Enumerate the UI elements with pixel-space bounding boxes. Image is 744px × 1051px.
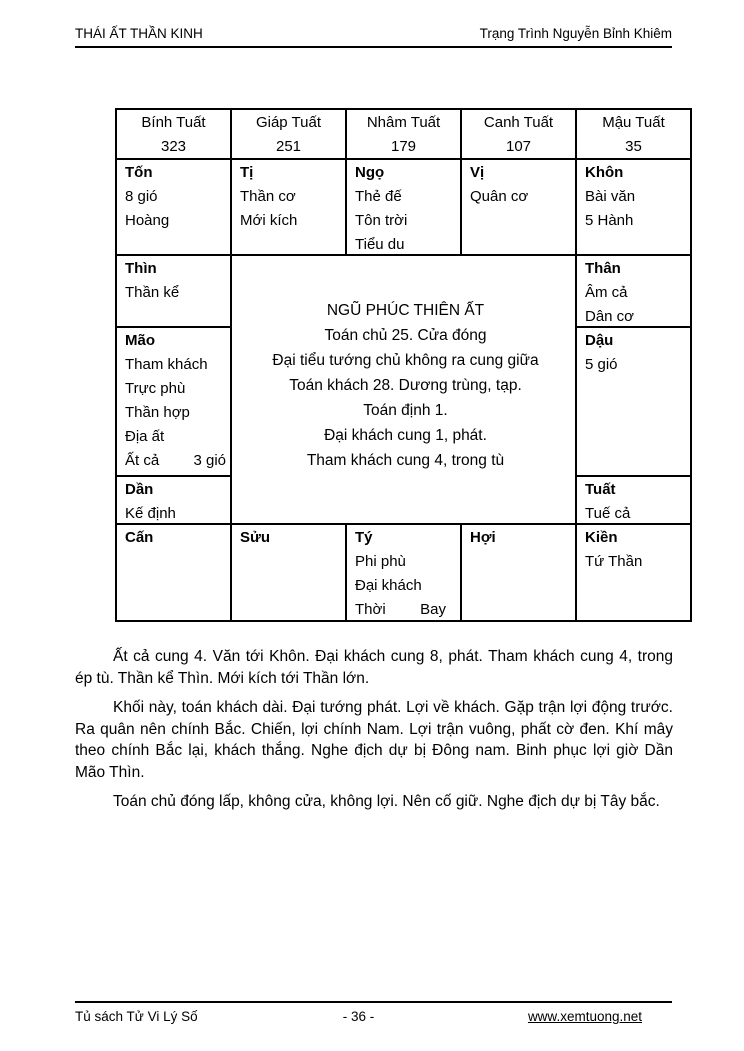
palace-cell-tuat [577, 477, 692, 525]
header-title: THÁI ẤT THẦN KINH [75, 26, 203, 41]
palace-title: Kiền [585, 529, 618, 546]
paragraph-3: Toán chủ đóng lấp, không cửa, không lợi. Nên cố giữ. Nghe địch dự bị Tây bắc. [113, 793, 660, 810]
palace-cell-dau [577, 328, 692, 477]
palace-split-line [125, 449, 226, 473]
palace-title: Cấn [125, 529, 154, 546]
palace-title: Mão [125, 332, 155, 349]
paragraph-2: Khối này, toán khách dài. Đại tướng phát. Lợi về khách. Gặp trận lợi động trước. Ra quân nên chính Bắc. Chiến, lợi chính Nam. Lợi trận vuông, phất cờ đen. Khí mây theo chính Bắc lại, khách thắng. Nghe địch dự bị Đông nam. Binh phục lợi giờ Dần Mão Thìn. [75, 699, 673, 781]
palace-cell-suu [232, 525, 347, 622]
palace-line: Mới kích [240, 212, 298, 229]
palace-line: Quân cơ [470, 188, 529, 205]
year-value: 35 [625, 138, 642, 155]
palace-title: Tốn [125, 164, 153, 181]
footer-page-number: - 36 - [342, 1009, 375, 1024]
center-line: Đại khách cung 1, phát. [324, 427, 487, 444]
center-line: Toán khách 28. Dương trùng, tạp. [289, 377, 522, 394]
palace-title: Thìn [125, 260, 157, 277]
palace-cell-can [117, 525, 232, 622]
palace-cell-vi [462, 160, 577, 256]
palace-line: Địa ất [125, 428, 165, 445]
chart-center-cell [232, 256, 577, 525]
center-line: Đại tiểu tướng chủ không ra cung giữa [272, 352, 539, 369]
palace-cell-ti [232, 160, 347, 256]
year-cell [232, 110, 347, 160]
palace-title: Thân [585, 260, 621, 277]
palace-cell-kien [577, 525, 692, 622]
year-value: 179 [390, 138, 417, 155]
palace-cell-khon [577, 160, 692, 256]
header-author: Trạng Trình Nguyễn Bỉnh Khiêm [479, 26, 672, 41]
palace-line: Tiểu du [355, 236, 405, 253]
palace-line: Thẻ đế [355, 188, 402, 205]
year-name: Bính Tuất [141, 114, 206, 131]
palace-cell-mao [117, 328, 232, 477]
palace-line: Thời [355, 601, 386, 618]
palace-cell-than [577, 256, 692, 328]
palace-cell-dan [117, 477, 232, 525]
palace-line: Âm cả [585, 284, 628, 301]
year-cell [577, 110, 692, 160]
year-value: 323 [160, 138, 187, 155]
palace-title: Tý [355, 529, 373, 546]
palace-line: Dân cơ [585, 308, 635, 325]
palace-split-line [355, 598, 456, 622]
year-cell [462, 110, 577, 160]
year-name: Nhâm Tuất [366, 114, 441, 131]
palace-line: Kế định [125, 505, 176, 522]
palace-cell-thin [117, 256, 232, 328]
palace-line: Phi phù [355, 553, 406, 570]
palace-title: Sửu [240, 529, 271, 546]
palace-cell-hoi [462, 525, 577, 622]
year-name: Canh Tuất [483, 114, 554, 131]
palace-line: 5 Hành [585, 212, 634, 229]
page-header [75, 26, 672, 48]
palace-line: Hoàng [125, 212, 170, 229]
palace-line: Tuế cả [585, 505, 631, 522]
year-name: Mậu Tuất [602, 114, 665, 131]
palace-title: Khôn [585, 164, 624, 181]
palace-title: Dần [125, 481, 154, 498]
body-text [75, 646, 673, 821]
palace-cell-ton [117, 160, 232, 256]
palace-line: Trực phù [125, 380, 186, 397]
palace-cell-ngo [347, 160, 462, 256]
footer-series-title: Tủ sách Tử Vi Lý Số [75, 1009, 198, 1024]
palace-line: Thần kể [125, 284, 180, 301]
palace-cell-ty [347, 525, 462, 622]
year-name: Giáp Tuất [255, 114, 322, 131]
palace-line: Tứ Thần [585, 553, 643, 570]
palace-line: Bay [420, 601, 446, 618]
center-title: NGŨ PHÚC THIÊN ẤT [326, 302, 485, 319]
palace-title: Vị [470, 164, 485, 181]
center-line: Toán định 1. [363, 402, 448, 419]
year-cell [117, 110, 232, 160]
palace-line: Tôn trời [355, 212, 408, 229]
palace-title: Ngọ [355, 164, 385, 181]
page-footer [75, 1001, 672, 1024]
center-line: Tham khách cung 4, trong tù [306, 452, 505, 469]
year-value: 251 [275, 138, 302, 155]
year-cell [347, 110, 462, 160]
year-value: 107 [505, 138, 532, 155]
palace-line: 3 gió [193, 452, 226, 469]
palace-line: Thần cơ [240, 188, 296, 205]
palace-title: Dậu [585, 332, 614, 349]
palace-line: Thần hợp [125, 404, 190, 421]
palace-line: Ất cả [125, 452, 160, 469]
thai-at-chart-table [115, 108, 692, 622]
palace-line: Bài văn [585, 188, 636, 205]
palace-title: Tị [240, 164, 254, 181]
palace-line: 8 gió [125, 188, 158, 205]
footer-website-link[interactable]: www.xemtuong.net [527, 1009, 642, 1024]
palace-line: Đại khách [355, 577, 422, 594]
paragraph-1: Ất cả cung 4. Văn tới Khôn. Đại khách cung 8, phát. Tham khách cung 4, trong ép tù. Thần kể Thìn. Mới kích tới Thần lớn. [75, 648, 673, 687]
palace-line: Tham khách [125, 356, 208, 373]
palace-line: 5 gió [585, 356, 618, 373]
palace-title: Tuất [585, 481, 616, 498]
palace-title: Hợi [470, 529, 496, 546]
center-line: Toán chủ 25. Cửa đóng [324, 327, 487, 344]
